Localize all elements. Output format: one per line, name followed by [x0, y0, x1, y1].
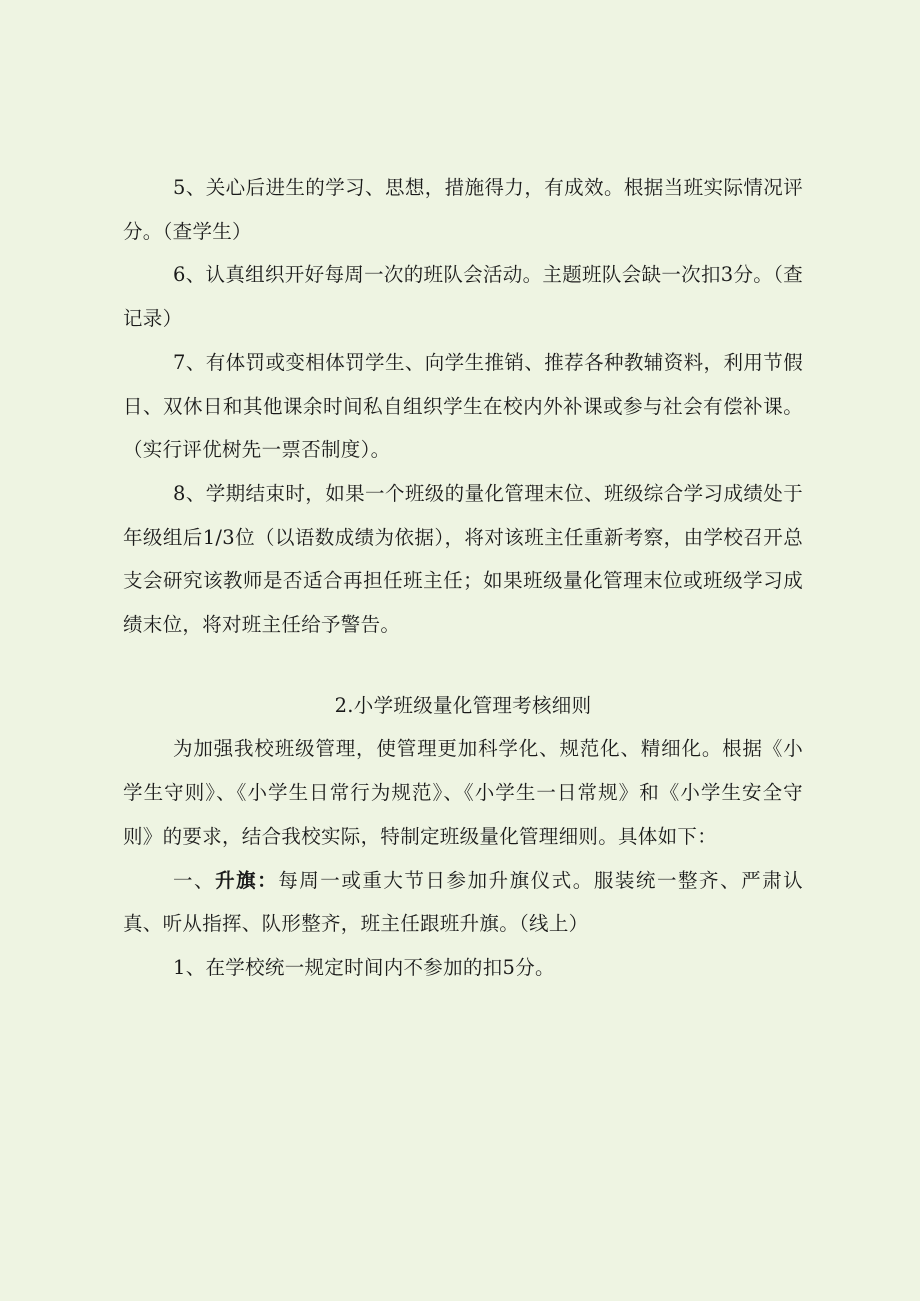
section-title: 2.小学班级量化管理考核细则: [334, 693, 592, 717]
document-body: [123, 166, 803, 990]
paragraph-7: 7、有体罚或变相体罚学生、向学生推销、推荐各种教辅资料，利用节假日、双休日和其他课余时间私自组织学生在校内外补课或参与社会有偿补课。（实行评优树先一票否制度）。: [123, 350, 803, 462]
item-label: 升旗：: [215, 868, 279, 892]
paragraph-6: 6、认真组织开好每周一次的班队会活动。主题班队会缺一次扣3分。（查记录）: [123, 263, 803, 331]
paragraph-5: 5、关心后进生的学习、思想，措施得力，有成效。根据当班实际情况评分。（查学生）: [123, 176, 803, 243]
item-prefix: 一、: [173, 868, 216, 892]
item-flag-raising: [123, 859, 803, 946]
intro-paragraph: 为加强我校班级管理，使管理更加科学化、规范化、精细化。根据《小学生守则》、《小学生日常行为规范》、《小学生一日常规》和《小学生安全守则》的要求，结合我校实际，特制定班级量化管理细则。具体如下：: [123, 737, 803, 848]
item-text: 每周一或重大节日参加升旗仪式。服装统一整齐、严肃认真、听从指挥、队形整齐，班主任跟班升旗。（线上）: [123, 868, 803, 936]
paragraph-8: 8、学期结束时，如果一个班级的量化管理末位、班级综合学习成绩处于年级组后1/3位（以语数成绩为依据），将对该班主任重新考察，由学校召开总支会研究该教师是否适合再担任班主任；如果班级量化管理末位或班级学习成绩末位，将对班主任给予警告。: [123, 481, 803, 637]
rule-1: 1、在学校统一规定时间内不参加的扣5分。: [173, 955, 555, 979]
